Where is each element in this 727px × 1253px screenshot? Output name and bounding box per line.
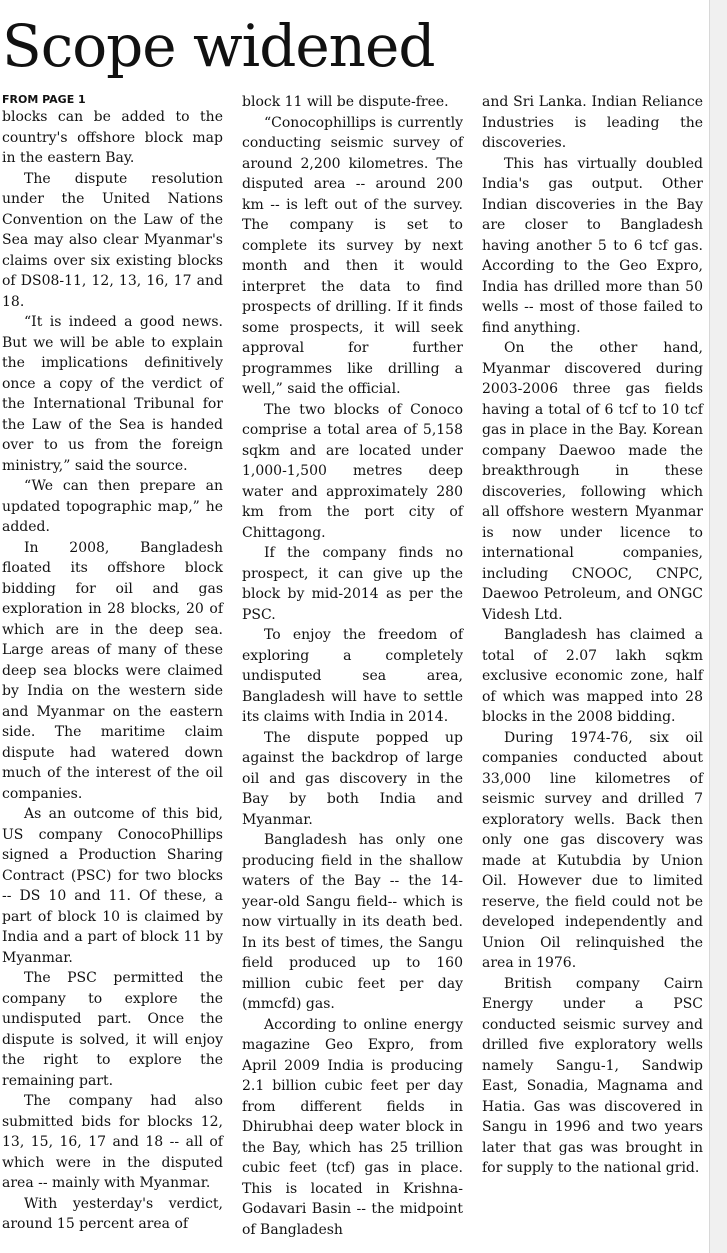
paragraph: “Conocophillips is currently conducting seismic survey of around 2,200 kilometres. The disputed area -- around 200 km -- is left out of the survey. The company is set to complete its survey by next month and then it would interpret the data to find prospects of drilling. If it finds some prospects, it will seek approval for further programmes like drilling a well,” said the official. bbox=[242, 114, 463, 397]
paragraph: and Sri Lanka. Indian Reliance Industries is leading the discoveries. bbox=[482, 94, 703, 151]
paragraph: With yesterday's verdict, around 15 percent area of bbox=[2, 1195, 223, 1232]
paragraph: The PSC permitted the company to explore the undisputed part. Once the dispute is solved, it will enjoy the right to explore the remaining part. bbox=[2, 970, 223, 1089]
paragraph: According to online energy magazine Geo Expro, from April 2009 India is producing 2.1 billion cubic feet per day from different fields in Dhirubhai deep water block in the Bay, which has 25 trillion cubic feet (tcf) gas in place. This is located in Krishna-Godavari Basin -- the midpoint of Bangladesh bbox=[242, 1016, 463, 1238]
article-column-3 bbox=[482, 92, 703, 1179]
paragraph: The dispute resolution under the United Nations Convention on the Law of the Sea may also clear Myanmar's claims over six existing blocks of DS08-11, 12, 13, 16, 17 and 18. bbox=[2, 170, 223, 310]
paragraph: Bangladesh has only one producing field in the shallow waters of the Bay -- the 14-year-old Sangu field-- which is now virtually in its death bed. In its best of times, the Sangu field produced up to 160 million cubic feet per day (mmcfd) gas. bbox=[242, 832, 463, 1012]
page-edge-strip bbox=[709, 0, 727, 1253]
paragraph: “We can then prepare an updated topographic map,” he added. bbox=[2, 478, 223, 535]
article-column-2 bbox=[242, 92, 463, 1240]
paragraph: The dispute popped up against the backdrop of large oil and gas discovery in the Bay by both India and Myanmar. bbox=[242, 729, 463, 828]
article-column-1 bbox=[2, 107, 223, 1235]
paragraph: If the company finds no prospect, it can give up the block by mid-2014 as per the PSC. bbox=[242, 545, 463, 623]
paragraph: blocks can be added to the country's offshore block map in the eastern Bay. bbox=[2, 109, 223, 166]
paragraph: As an outcome of this bid, US company ConocoPhillips signed a Production Sharing Contract (PSC) for two blocks -- DS 10 and 11. Of these, a part of block 10 is claimed by India and a part of block 11 by Myanmar. bbox=[2, 806, 223, 966]
headline: Scope widened bbox=[2, 12, 435, 80]
paragraph: British company Cairn Energy under a PSC conducted seismic survey and drilled five exploratory wells namely Sangu-1, Sandwip East, Sonadia, Magnama and Hatia. Gas was discovered in Sangu in 1996 and two years later that gas was brought in for supply to the national grid. bbox=[482, 975, 703, 1176]
paragraph: On the other hand, Myanmar discovered during 2003-2006 three gas fields having a total of 6 tcf to 10 tcf gas in place in the Bay. Korean company Daewoo made the breakthrough in these discoveries, following which all offshore western Myanmar is now under licence to international companies, including CNOOC, CNPC, Daewoo Petroleum, and ONGC Videsh Ltd. bbox=[482, 340, 703, 623]
paragraph: This has virtually doubled India's gas output. Other Indian discoveries in the Bay are closer to Bangladesh having another 5 to 6 tcf gas. According to the Geo Expro, India has drilled more than 50 wells -- most of those failed to find anything. bbox=[482, 155, 703, 336]
paragraph: “It is indeed a good news. But we will be able to explain the implications definitively once a copy of the verdict of the International Tribunal for the Law of the Sea is handed over to us from the foreign ministry,” said the source. bbox=[2, 314, 223, 474]
paragraph: The two blocks of Conoco comprise a total area of 5,158 sqkm and are located under 1,000-1,500 metres deep water and approximately 280 km from the port city of Chittagong. bbox=[242, 401, 463, 541]
paragraph: block 11 will be dispute-free. bbox=[242, 94, 449, 110]
paragraph: To enjoy the freedom of exploring a completely undisputed sea area, Bangladesh will have to settle its claims with India in 2014. bbox=[242, 627, 463, 725]
continued-from-label: FROM PAGE 1 bbox=[2, 93, 86, 106]
paragraph: Bangladesh has claimed a total of 2.07 lakh sqkm exclusive economic zone, half of which was mapped into 28 blocks in the 2008 bidding. bbox=[482, 627, 703, 725]
paragraph: In 2008, Bangladesh floated its offshore block bidding for oil and gas exploration in 28 blocks, 20 of which are in the deep sea. Large areas of many of these deep sea blocks were claimed by India on the western side and Myanmar on the eastern side. The maritime claim dispute had watered down much of the interest of the oil companies. bbox=[2, 539, 223, 802]
paragraph: The company had also submitted bids for blocks 12, 13, 15, 16, 17 and 18 -- all of which were in the disputed area -- mainly with Myanmar. bbox=[2, 1093, 223, 1191]
paragraph: During 1974-76, six oil companies conducted about 33,000 line kilometres of seismic survey and drilled 7 exploratory wells. Back then only one gas discovery was made at Kutubdia by Union Oil. However due to limited reserve, the field could not be developed independently and Union Oil relinquished the area in 1976. bbox=[482, 729, 703, 971]
